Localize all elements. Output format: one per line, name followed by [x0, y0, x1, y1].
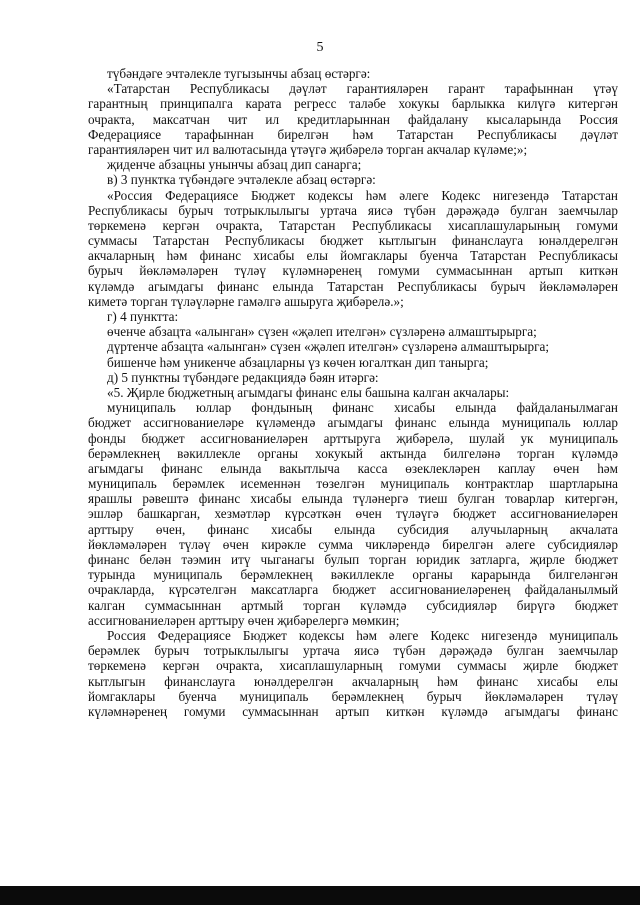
text-line: түбәндәге эчтәлекле тугызынчы абзац өстәргә: [107, 66, 371, 81]
text-line: берәмлек бурыч тотрыклылыгы уртача яисә түбән дәрәҗәдә булган заемчылар [88, 643, 618, 659]
text-line: фонды бюджет ассигнованиеләрен арттыруга җибәрелә, шулай ук муниципаль [88, 430, 618, 446]
text-line: Федерациясе тарафыннан бирелгән һәм Татарстан Республикасы дәүләт [88, 126, 618, 142]
text-line: арттыру өчен, финанс хисабы елында субсидия алучыларның акчалата [88, 521, 618, 537]
text-line: г) 4 пунктта: [107, 309, 179, 324]
text-line: дүртенче абзацта «алынган» сүзен «җәлеп ителгән» сүзләренә алмаштырырга; [107, 339, 550, 355]
text-line: калган суммасыннан артмый торган күләмдә субсидияләр бирүгә бюджет [88, 597, 618, 613]
text-line: бишенче һәм уникенче абзацларны үз көчен югалткан дип танырга; [107, 354, 489, 370]
text-line: в) 3 пунктка түбәндәге эчтәлекле абзац өстәргә: [107, 172, 376, 188]
text-line: эшләр башкарган, хезмәтләр күрсәткән өчен түләүгә бюджет ассигнованиеләрен [88, 506, 618, 522]
text-line: финанс белән тәэмин итү чыганагы булып торган юридик затларга, җирле бюджет [88, 552, 618, 567]
text-line: төркеменә кергән очракта, хисаплашуларның гомуми суммасы җирле бюджет [88, 658, 618, 674]
text-line: Республикасы бурыч тотрыклылыгы уртача яисә түбән дәрәҗәдә булган заемчылар [88, 202, 618, 218]
text-line: очракта, максатчан чит ил кредитларыннан файдалану кысаларында Россия [88, 111, 618, 127]
text-line: бурыч йөкләмәләрен түләү күләмнәренең гомуми суммасыннан артып киткән [88, 263, 618, 279]
text-line: «5. Җирле бюджетның агымдагы финанс елы башына калган акчалары: [107, 384, 510, 400]
scan-border [0, 886, 640, 905]
text-line: турында муниципаль берәмлекнең вәкиллекле органы карарында билгеләнгән [88, 567, 618, 583]
text-line: йомгаклары буенча муниципаль берәмлекнең бурыч йөкләмәләрен түләү [88, 688, 618, 704]
text-line: суммасы Татарстан Республикасы бюджет кытлыгын финанслауга юнәлдерелгән [88, 233, 618, 249]
text-line: муниципаль юллар фондының финанс хисабы елында файдаланылмаган [107, 400, 618, 416]
text-line: киметә торган түләүләрне гамәлгә ашыруга җибәрелә.»; [88, 293, 404, 309]
text-line: кытлыгын финанслауга юнәлдерелгән акчаларның һәм финанс хисабы елы [88, 673, 618, 689]
text-line: ассигнованиеләрен арттыру өчен җибәрелергә мөмкин; [88, 612, 400, 628]
text-line: очракларда, күрсәтелгән максатларга бюджет ассигнованиеләренең файдаланылмый [88, 582, 618, 598]
text-line: өченче абзацта «алынган» сүзен «җәлеп ителгән» сүзләренә алмаштырырга; [107, 324, 537, 340]
text-line: берәмлекнең вәкиллекле органы хокукый актында билгеләнә торган күләмдә [88, 445, 618, 461]
text-line: агымдагы финанс елында вакытлыча касса өзеклекләрен каплау өчен һәм [88, 460, 618, 476]
text-line: йөкләмәләрен түләү өчен кирәкле сумма чикләрендә бирелгән әлеге субсидияләр [88, 536, 618, 552]
text-line: акчаларның һәм финанс хисабы елы йомгаклары буенча Татарстан Республикасы [88, 248, 618, 264]
text-line: Россия Федерациясе Бюджет кодексы һәм әлеге Кодекс нигезендә муниципаль [107, 627, 618, 643]
text-line: гарантның принципалга карата регресс таләбе хокукы барлыкка килүгә китергән [88, 96, 618, 112]
text-line: гарантияләрен чит ил валютасында үтәүгә җибәрелә торган акчалар күләме;»; [88, 141, 528, 157]
text-line: ярашлы рәвештә финанс хисабы елында түләнергә тиеш булган товарлар китергән, [88, 491, 618, 507]
text-line: төркеменә кергән очракта, Татарстан Республикасы хисаплашуларының гомуми [88, 217, 618, 233]
text-line: күләмнәренең гомуми суммасыннан артып киткән күләмдә агымдагы финанс [88, 703, 618, 719]
text-line: «Россия Федерациясе Бюджет кодексы һәм әлеге Кодекс нигезендә Татарстан [107, 187, 618, 203]
text-line: күләмдә агымдагы финанс елында Татарстан Республикасы бурыч йөкләмәләрен [88, 278, 618, 294]
text-line: муниципаль берәмлек исеменнән төзелгән муниципаль контрактлар шартларына [88, 476, 618, 492]
text-line: «Татарстан Республикасы дәүләт гарантияләрен гарант тарафыннан үтәү [107, 81, 618, 97]
text-line: бюджет ассигнованиеләре күләмендә агымдагы финанс елында муниципаль юллар [88, 415, 618, 431]
page-number: 5 [316, 40, 324, 55]
text-line: җиденче абзацны унынчы абзац дип санарга; [107, 157, 362, 173]
document-body [88, 66, 618, 719]
text-line: д) 5 пунктны түбәндәге редакциядә бәян итәргә: [107, 369, 379, 385]
